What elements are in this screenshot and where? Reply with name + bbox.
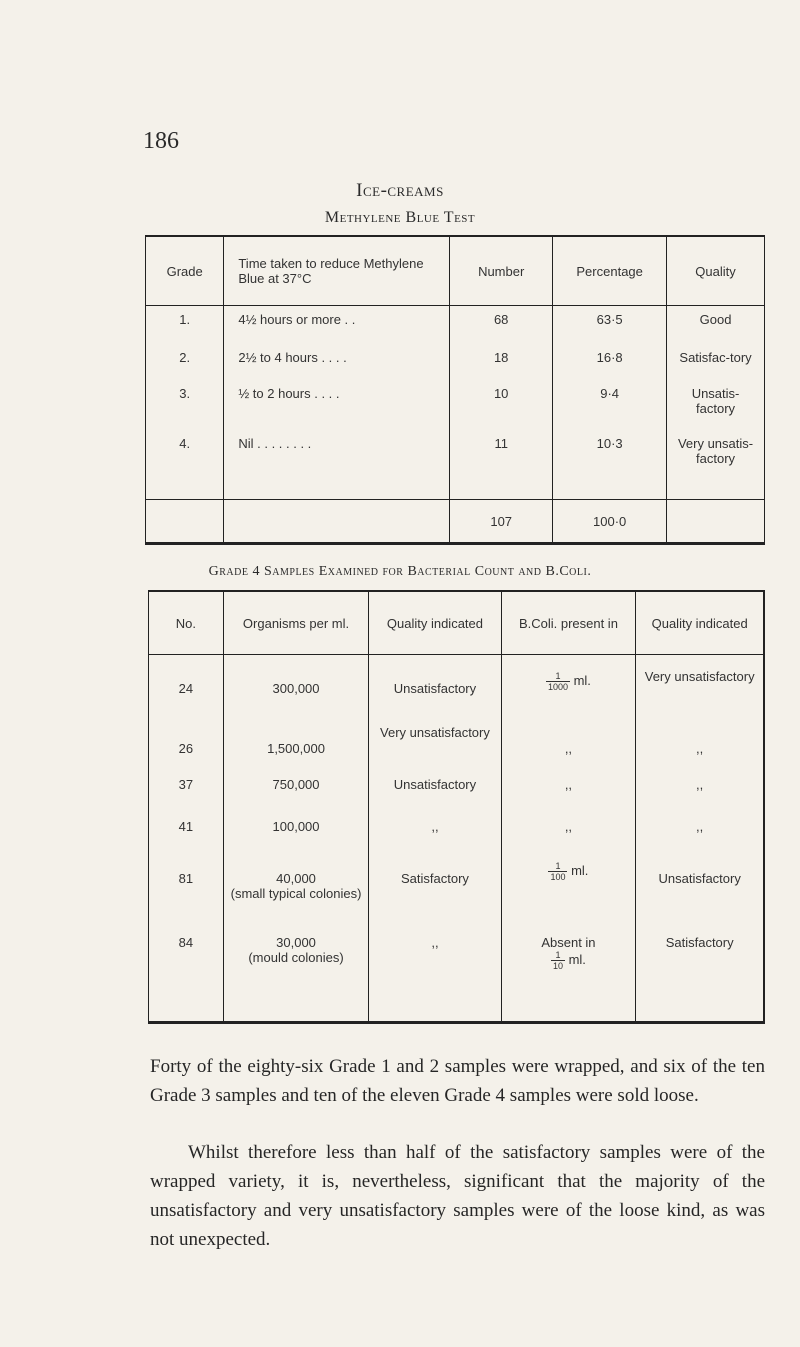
grade-cell: 4. — [146, 430, 224, 500]
table-row — [146, 306, 765, 344]
grade-cell: 3. — [146, 380, 224, 430]
bcoli-unit: ml. — [573, 672, 591, 688]
quality-cell: ,, — [369, 931, 501, 1023]
fraction-numerator: 1 — [555, 949, 561, 960]
quality-cell: Unsatisfactory — [369, 655, 501, 711]
total-percentage: 100·0 — [553, 500, 667, 544]
page-number: 186 — [143, 128, 179, 154]
fraction — [546, 671, 570, 692]
quality2-cell: Very unsatisfactory — [644, 669, 755, 684]
organisms-note: (small typical colonies) — [230, 885, 362, 901]
organisms-count: 1,500,000 — [267, 740, 325, 756]
bcoli-cell — [501, 655, 636, 711]
total-number: 107 — [450, 500, 553, 544]
organisms-cell — [223, 801, 369, 845]
table2-title: Grade 4 Samples Examined for Bacterial Count and B.Coli. — [208, 564, 592, 579]
empty-cell — [224, 500, 450, 544]
no-cell: 24 — [149, 655, 224, 711]
organisms-note: (mould colonies) — [248, 949, 344, 965]
percentage-cell: 9·4 — [553, 380, 667, 430]
table-row — [149, 845, 765, 931]
organisms-cell — [223, 931, 369, 1023]
quality-cell: Unsatisfactory — [369, 761, 501, 801]
header-bcoli: B.Coli. present in — [501, 591, 636, 655]
quality-cell: Very unsatisfactory — [369, 711, 501, 761]
paragraph-2: Whilst therefore less than half of the satisfactory samples were of the wrapped variety, it is, nevertheless, significant that the majority of the unsatisfactory and very unsatisfactory samples were of the loose kind, as was not unexpected. — [150, 1142, 765, 1250]
no-cell: 37 — [149, 761, 224, 801]
quality2-cell: Unsatisfactory — [658, 870, 741, 886]
no-cell: 81 — [149, 845, 224, 931]
quality-cell: Good — [699, 312, 732, 327]
organisms-count: 30,000 — [276, 934, 316, 950]
organisms-cell — [223, 845, 369, 931]
total-row — [146, 500, 765, 544]
table-row — [149, 931, 765, 1023]
time-cell: Nil . . . . . . . . — [224, 430, 450, 500]
no-cell: 41 — [149, 801, 224, 845]
fraction-denominator: 1000 — [547, 682, 568, 692]
table-header-row — [149, 591, 765, 655]
quality-cell: ,, — [369, 801, 501, 845]
bcoli-unit: ml. — [571, 862, 589, 878]
bacterial-count-table — [148, 590, 765, 1024]
number-cell: 18 — [450, 344, 553, 380]
no-cell: 26 — [149, 711, 224, 761]
quality-cell: Satisfactory — [369, 845, 501, 931]
fraction — [548, 861, 567, 882]
paragraph-1: Forty of the eighty-six Grade 1 and 2 samples were wrapped, and six of the ten Grade 3 samples and ten of the eleven Grade 4 samples were sold loose. — [150, 1056, 765, 1106]
grade-cell: 1. — [146, 306, 224, 344]
number-cell: 68 — [450, 306, 553, 344]
organisms-count: 100,000 — [272, 818, 320, 834]
organisms-count: 40,000 — [276, 870, 316, 886]
empty-cell — [667, 500, 765, 544]
header-percentage: Percentage — [553, 236, 667, 306]
percentage-cell: 63·5 — [553, 306, 667, 344]
quality-cell: Unsatis-factory — [691, 385, 740, 416]
bcoli-unit: ml. — [568, 951, 586, 967]
table-row — [146, 344, 765, 380]
grade-cell: 2. — [146, 344, 224, 380]
table-row — [149, 655, 765, 711]
organisms-cell — [223, 711, 369, 761]
main-title: Ice-creams — [356, 180, 444, 201]
subtitle: Methylene Blue Test — [324, 209, 476, 226]
header-grade: Grade — [146, 236, 224, 306]
header-organisms: Organisms per ml. — [223, 591, 369, 655]
quality-cell: Satisfac-tory — [679, 349, 752, 365]
number-cell: 11 — [450, 430, 553, 500]
bcoli-cell — [501, 845, 636, 931]
organisms-cell — [223, 655, 369, 711]
quality2-cell: ,, — [696, 818, 704, 834]
organisms-cell — [223, 761, 369, 801]
header-quality-indicated-2: Quality indicated — [636, 591, 764, 655]
fraction — [551, 950, 565, 971]
bcoli-absent-text: Absent in — [541, 934, 596, 950]
table-row — [149, 801, 765, 845]
bcoli-cell: ,, — [501, 711, 636, 761]
time-cell: 4½ hours or more . . — [224, 306, 450, 344]
fraction-denominator: 10 — [552, 960, 563, 971]
table-row — [149, 711, 765, 761]
quality2-cell: ,, — [696, 776, 704, 792]
methylene-blue-table — [145, 235, 765, 545]
table-row — [146, 430, 765, 500]
fraction-numerator: 1 — [555, 671, 561, 681]
bcoli-cell: ,, — [501, 801, 636, 845]
quality2-cell: Satisfactory — [665, 934, 734, 950]
quality2-cell: ,, — [696, 740, 704, 756]
fraction-numerator: 1 — [555, 860, 561, 871]
table-row — [146, 380, 765, 430]
percentage-cell: 16·8 — [553, 344, 667, 380]
empty-cell — [146, 500, 224, 544]
header-no: No. — [149, 591, 224, 655]
quality-cell: Very unsatis-factory — [677, 435, 754, 466]
organisms-count: 300,000 — [272, 681, 320, 696]
header-quality-indicated: Quality indicated — [369, 591, 501, 655]
table-row — [149, 761, 765, 801]
time-cell: ½ to 2 hours . . . . — [224, 380, 450, 430]
number-cell: 10 — [450, 380, 553, 430]
percentage-cell: 10·3 — [553, 430, 667, 500]
no-cell: 84 — [149, 931, 224, 1023]
time-cell: 2½ to 4 hours . . . . — [224, 344, 450, 380]
table-header-row — [146, 236, 765, 306]
header-quality: Quality — [667, 236, 765, 306]
fraction-denominator: 100 — [550, 871, 566, 882]
header-time: Time taken to reduce Methylene Blue at 37°C — [224, 236, 450, 306]
bcoli-cell: ,, — [501, 761, 636, 801]
header-number: Number — [450, 236, 553, 306]
organisms-count: 750,000 — [272, 776, 320, 792]
bcoli-cell — [501, 931, 636, 1023]
